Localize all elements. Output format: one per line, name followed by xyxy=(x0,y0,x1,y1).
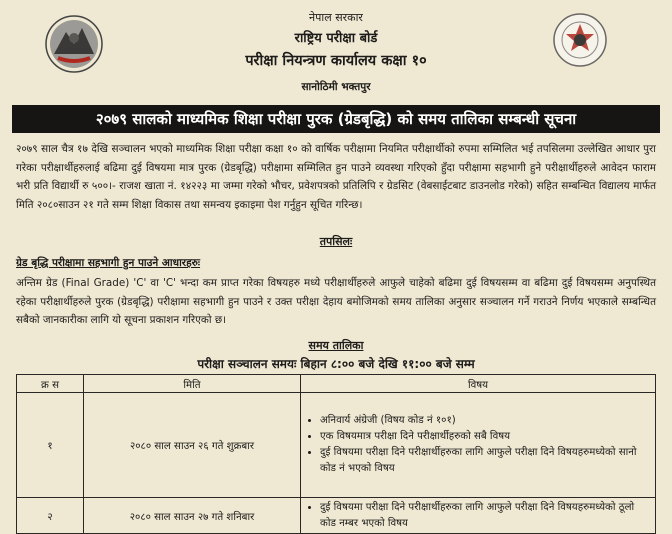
board-name: राष्ट्रिय परीक्षा बोर्ड xyxy=(294,31,378,46)
timetable xyxy=(16,374,656,534)
row-date: २०८० साल साउन २७ गते शनिबार xyxy=(84,498,301,534)
notice-title-banner: २०७९ सालको माध्यमिक शिक्षा परीक्षा पुरक (ग्रेडबृद्धि) को समय तालिका सम्बन्धी सूचना xyxy=(12,105,660,133)
table-row xyxy=(17,498,656,534)
header-sn: क्र स xyxy=(17,375,84,393)
row-sn: २ xyxy=(17,498,84,534)
subject-item: • एक विषयमात्र परीक्षा दिने परीक्षार्थीहरुको सबै विषय xyxy=(320,429,650,445)
row-subjects xyxy=(301,498,656,534)
row-sn: १ xyxy=(17,393,84,498)
row-subjects xyxy=(301,393,656,498)
subject-item: • दुई विषयमा परीक्षा दिने परीक्षार्थीहरुका लागि आफुले परीक्षा दिने विषयहरुमध्येको सानो कोड नं भएको विषय xyxy=(320,445,650,477)
table-header-row xyxy=(17,375,656,393)
table-row xyxy=(17,393,656,498)
header-date: मिति xyxy=(84,375,301,393)
row-date: २०८० साल साउन २६ गते शुक्रबार xyxy=(84,393,301,498)
timetable-label: समय तालिका xyxy=(308,339,364,352)
tapsil-label: तपसिलः xyxy=(319,235,353,248)
intro-paragraph: २०७९ साल चैत्र १७ देखि सञ्चालन भएको माध्यमिक शिक्षा परीक्षा कक्षा १० को वार्षिक परीक्षामा नियमित परीक्षार्थीको रुपमा सम्मिलित भई तपसिलमा उल्लेखित आधार पुरा गरेका परीक्षार्थीहरुलाई बढिमा दुई विषयमा मात्र पुरक (ग्रेडबृद्धि) परीक्षामा सम्मिलित हुन पाउने व्यवस्था गरिएको हुँदा परीक्षामा सहभागी हुने परीक्षार्थीहरुले आवेदन फाराम भरी प्रति विद्यार्थी रु ५००।- राजश खाता नं. १४२२३ मा जम्मा गरेको भौचर, प्रवेशपत्रको प्रतिलिपि र ग्रेडसिट (वेबसाईटबाट डाउनलोड गरेको) सहित सम्बन्धित विद्यालय मार्फत मिति २०८०साउन २१ गते सम्म शिक्षा विकास तथा समन्वय इकाइमा पेश गर्नुहुन सूचित गरिन्छ। xyxy=(16,143,656,211)
government-label: नेपाल सरकार xyxy=(309,11,363,24)
criteria-heading: ग्रेड बृद्धि परीक्षामा सहभागी हुन पाउने आधारहरुः xyxy=(16,257,201,269)
office-name: परीक्षा नियन्त्रण कार्यालय कक्षा १० xyxy=(245,53,427,69)
exam-time-line: परीक्षा सञ्चालन समयः बिहान ८:०० बजे देखि ११:०० बजे सम्म xyxy=(197,357,475,371)
location-label: सानोठिमी भक्तपुर xyxy=(301,81,371,93)
subject-item: • दुई विषयमा परीक्षा दिने परीक्षार्थीहरुका लागि आफुले परीक्षा दिने विषयहरुमध्येको ठूलो कोड नम्बर भएको विषय xyxy=(320,500,650,532)
criteria-paragraph: अन्तिम ग्रेड (Final Grade) 'C' वा 'C' भन्दा कम प्राप्त गरेका विषयहरु मध्ये परीक्षार्थीहरुले आफुले चाहेको बढिमा दुई विषयसम्म वा बढिमा दुई विषयसम्म अनुपस्थित रहेका परीक्षार्थीहरुले पुरक (ग्रेडबृद्धि) परीक्षामा सहभागी हुन पाउने र उक्त परीक्षा देहाय बमोजिमको समय तालिका अनुसार सञ्चालन गर्ने गराउने निर्णय भएकाले सम्बन्धित सबैको जानकारीका लागि यो सूचना प्रकाशन गरिएको छ। xyxy=(16,277,656,326)
subject-item: • अनिवार्य अंग्रेजी (विषय कोड नं १०१) xyxy=(320,413,650,429)
header-subject: विषय xyxy=(301,375,656,393)
